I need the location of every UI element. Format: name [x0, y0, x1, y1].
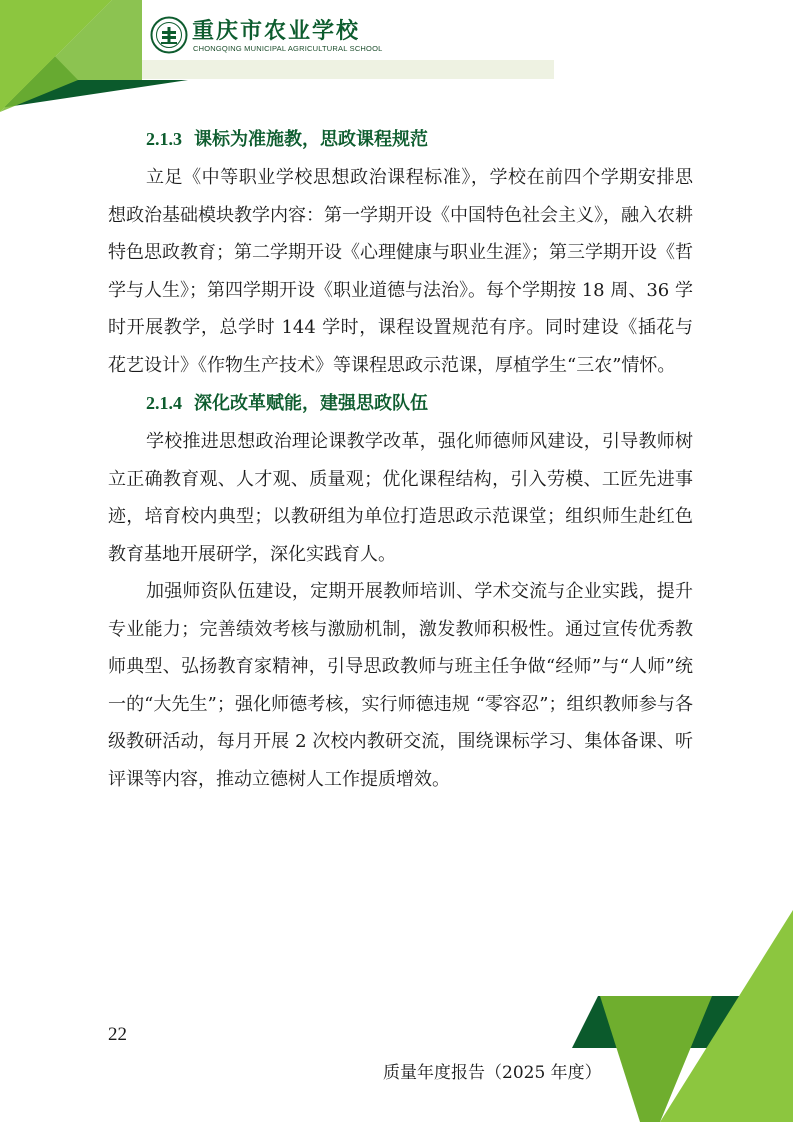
- report-title: 质量年度报告（2025 年度）: [383, 1063, 602, 1083]
- body-paragraph: 加强师资队伍建设，定期开展教师培训、学术交流与企业实践，提升专业能力；完善绩效考核与激励机制，激发教师积极性。通过宣传优秀教师典型、弘扬教育家精神，引导思政教师与班主任争做“经师”与“人师”统一的“大先生”；强化师德考核，实行师德违规 “零容忍”；组织教师参与各级教研活动，每月开展 2 次校内教研交流，围绕课标学习、集体备课、听评课等内容，推动立德树人工作提质增效。: [108, 581, 693, 790]
- school-name-en: CHONGQING MUNICIPAL AGRICULTURAL SCHOOL: [193, 44, 383, 53]
- section-number: 2.1.4: [146, 393, 182, 413]
- section-heading: [108, 384, 693, 423]
- header-band: [142, 60, 554, 79]
- school-name-cn: 重庆市农业学校: [192, 18, 361, 44]
- section-title: 课标为准施教，思政课程规范: [194, 129, 428, 150]
- main-content: [108, 120, 693, 798]
- page-number: 22: [108, 1024, 127, 1045]
- body-paragraph: 学校推进思想政治理论课教学改革，强化师德师风建设，引导教师树立正确教育观、人才观、质量观；优化课程结构，引入劳模、工匠先进事迹，培育校内典型；以教研组为单位打造思政示范课堂；组织师生赴红色教育基地开展研学，深化实践育人。: [108, 431, 693, 565]
- section-title: 深化改革赋能，建强思政队伍: [194, 393, 428, 414]
- section-number: 2.1.3: [146, 129, 182, 149]
- school-seal-icon: [150, 16, 188, 54]
- body-paragraph: 立足《中等职业学校思想政治课程标准》，学校在前四个学期安排思想政治基础模块教学内容：第一学期开设《中国特色社会主义》，融入农耕特色思政教育；第二学期开设《心理健康与职业生涯》；第三学期开设《哲学与人生》；第四学期开设《职业道德与法治》。每个学期按 18 周、36 学时开展教学，总学时 144 学时，课程设置规范有序。同时建设《插花与花艺设计》《作物生产技术》等课程思政示范课，厚植学生“三农”情怀。: [108, 167, 693, 376]
- section-heading: [108, 120, 693, 159]
